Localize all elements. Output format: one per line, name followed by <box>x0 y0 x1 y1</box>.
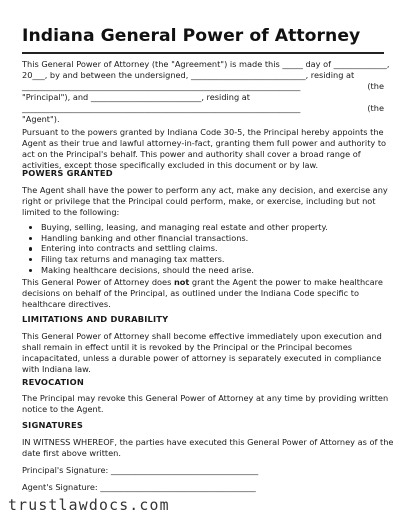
healthcare-note-line: decisions on behalf of the Principal, as outlined under the Indiana Code specific to <box>22 288 359 298</box>
healthcare-note-line <box>22 277 384 288</box>
intro-line <box>22 103 384 114</box>
limitations-line: incapacitated, unless a durable power of attorney is separately executed in compliance <box>22 353 382 363</box>
pursuant-paragraph <box>22 127 387 171</box>
address-blank: ____________________________________________________________________ <box>22 103 301 113</box>
powers-granted-heading: POWERS GRANTED <box>22 168 113 178</box>
principal-signature-label: Principal's Signature: ____________________________________ <box>22 465 259 475</box>
revocation-paragraph <box>22 393 389 415</box>
intro-line: This General Power of Attorney (the "Agreement") is made this _____ day of _____________, <box>22 59 390 69</box>
limitations-line: This General Power of Attorney shall become effective immediately upon execution and <box>22 331 382 341</box>
list-item: Buying, selling, leasing, and managing real estate and other property. <box>22 222 384 233</box>
intro-line <box>22 81 384 92</box>
healthcare-note-paragraph <box>22 277 384 310</box>
powers-intro-paragraph <box>22 185 388 218</box>
note-text: This General Power of Attorney does <box>22 277 174 287</box>
list-item: Filing tax returns and managing tax matters. <box>22 254 384 265</box>
revocation-heading: REVOCATION <box>22 377 84 387</box>
line-tail: (the <box>367 103 384 113</box>
powers-intro-line: limited to the following: <box>22 207 120 217</box>
intro-paragraph <box>22 59 390 125</box>
intro-line: 20___, by and between the undersigned, ____________________________, residing at <box>22 70 355 80</box>
powers-list <box>22 222 384 275</box>
witness-paragraph <box>22 437 394 459</box>
witness-line: date first above written. <box>22 448 121 458</box>
list-item: Handling banking and other financial transactions. <box>22 233 384 244</box>
signatures-heading: SIGNATURES <box>22 420 84 430</box>
line-tail: (the <box>367 81 384 91</box>
document-title: Indiana General Power of Attorney <box>22 26 361 46</box>
limitations-heading: LIMITATIONS AND DURABILITY <box>22 314 169 324</box>
revocation-line: The Principal may revoke this General Power of Attorney at any time by providing written <box>22 393 389 403</box>
limitations-line: shall remain in effect until it is revoked by the Principal or the Principal becomes <box>22 342 353 352</box>
agent-signature-label: Agent's Signature: ______________________________________ <box>22 482 256 492</box>
address-blank: ____________________________________________________________________ <box>22 81 301 91</box>
pursuant-line: Agent as their true and lawful attorney-in-fact, granting them full power and authority to <box>22 138 387 148</box>
title-divider <box>22 52 384 54</box>
intro-line: "Agent"). <box>22 114 60 124</box>
healthcare-note-line: healthcare directives. <box>22 299 111 309</box>
source-watermark: trustlawdocs.com <box>8 497 170 514</box>
list-item: Making healthcare decisions, should the need arise. <box>22 265 384 276</box>
pursuant-line: activities, except those specifically excluded in this document or by law. <box>22 160 319 170</box>
principal-signature-line <box>22 465 384 476</box>
agent-signature-line <box>22 482 384 493</box>
revocation-line: notice to the Agent. <box>22 404 104 414</box>
pursuant-line: Pursuant to the powers granted by Indiana Code 30-5, the Principal hereby appoints the <box>22 127 384 137</box>
limitations-paragraph <box>22 331 384 375</box>
list-item: Entering into contracts and settling claims. <box>22 243 384 254</box>
limitations-line: with Indiana law. <box>22 364 91 374</box>
pursuant-line: act on the Principal's behalf. This power and authority shall cover a broad range of <box>22 149 361 159</box>
intro-line: "Principal"), and ___________________________, residing at <box>22 92 251 102</box>
powers-intro-line: right or privilege that the Principal could perform, make, or exercise, including but not <box>22 196 376 206</box>
note-emphasis: not <box>173 277 190 287</box>
powers-intro-line: The Agent shall have the power to perform any act, make any decision, and exercise any <box>22 185 388 195</box>
note-text: grant the Agent the power to make healthcare <box>189 277 383 287</box>
witness-line: IN WITNESS WHEREOF, the parties have executed this General Power of Attorney as of the <box>22 437 394 447</box>
